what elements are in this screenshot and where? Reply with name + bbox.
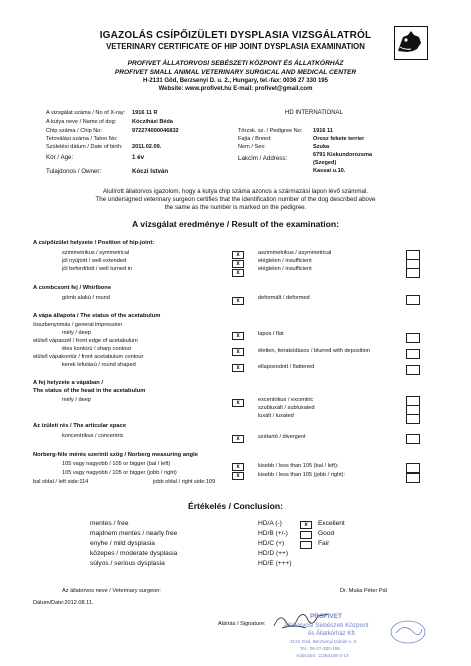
conclusion-label: közepes / moderate dysplasia xyxy=(90,550,178,557)
norberg-right-less-label: kisebb / less than 105 (jobb / right): xyxy=(258,472,346,478)
title-hungarian: IGAZOLÁS CSÍPŐIZÜLETI DYSPLASIA VIZSGÁLATRÓL xyxy=(99,30,372,41)
acet-flattened-label: ellaposodott / flattened xyxy=(258,364,315,370)
conclusion-code: HD/D (++) xyxy=(258,550,289,557)
head-deformed-checkbox[interactable] xyxy=(406,295,420,305)
acet-deep-label: mély / deep xyxy=(62,330,91,336)
space-divergent-label: szétartó / divergent xyxy=(258,434,306,440)
conclusion-result: Excellent xyxy=(318,520,345,527)
age-label: Kor / Age: xyxy=(46,154,74,161)
conclusion-label: súlyos / serious dysplasia xyxy=(90,560,165,567)
sex-value: Szuka xyxy=(313,144,330,150)
conclusion-result: Fair xyxy=(318,540,330,547)
femhead-luxated-label: luxált / luxated xyxy=(258,413,294,419)
head-deformed-label: deformált / deformed xyxy=(258,295,310,301)
space-divergent-checkbox[interactable] xyxy=(406,434,420,444)
femhead-deep-checkbox[interactable]: x xyxy=(232,399,244,407)
section-femoral-head-2: The status of the head in the acetabulum xyxy=(33,388,146,394)
signature-label: Aláírás / Signature: xyxy=(218,621,266,627)
section-acetabulum: A vápa állapota / The status of the acetabulum xyxy=(33,313,161,319)
profivet-logo xyxy=(394,26,428,60)
result-title: A vizsgálat eredménye / Result of the examination: xyxy=(132,219,339,229)
street-value: Kassai u.10. xyxy=(313,168,346,174)
hip-insufficient-checkbox-2[interactable] xyxy=(406,268,420,278)
address-value-region: (Szeged) xyxy=(313,160,337,166)
hip-extended-checkbox[interactable]: x xyxy=(232,260,244,268)
dog-name-label: A kutya neve / Name of dog: xyxy=(46,119,117,125)
chip-value: 972274000046832 xyxy=(132,128,179,134)
conclusion-label: mentes / free xyxy=(90,520,129,527)
tattoo-label: Tetoválási száma / Tatoo No: xyxy=(46,136,118,142)
pedigree-value: 1916 11 xyxy=(313,128,333,134)
conclusion-title: Értékelés / Conclusion: xyxy=(187,501,284,511)
org-english: PROFIVET SMALL ANIMAL VETERINARY SURGICAL AND MEDICAL CENTER xyxy=(114,69,357,76)
norberg-left-less-checkbox[interactable] xyxy=(406,463,420,473)
acet-blurred-label: életlen, feirakódásos / blurred with deposition xyxy=(258,348,370,354)
xray-label: A vizsgálat száma / No of X-ray: xyxy=(46,110,126,116)
norberg-left-label: 105 vagy nagyobb / 105 or bigger (bal / left) xyxy=(62,461,171,467)
space-concentric-label: koncentrikus / concentric xyxy=(62,433,124,439)
conclusion-code: HD/B (+/-) xyxy=(258,530,288,537)
acet-flat-label: lapos / flat xyxy=(258,331,284,337)
exam-date: Dátum/Date:2012.08.11. xyxy=(33,600,94,606)
acet-blurred-checkbox[interactable] xyxy=(406,349,420,359)
address-label: Lakcím / Address: xyxy=(238,155,288,162)
conclusion-result: Good xyxy=(318,530,335,537)
stamp-line-2: Állatorvosi Sebészeti Központ xyxy=(284,622,369,629)
conclusion-label: majdnem mentes / nearly free xyxy=(90,530,178,537)
acet-round-label: kerek lefutású / round shaped xyxy=(62,362,136,368)
conclusion-code: HD/E (+++) xyxy=(258,560,292,567)
norberg-right-value: jobb oldal / right side:109 xyxy=(153,479,216,485)
clinic-stamp xyxy=(250,611,470,666)
chip-label: Chip száma / Chip No: xyxy=(46,128,102,134)
femhead-deep-label: mély / deep xyxy=(62,397,91,403)
age-value: 1 év xyxy=(132,154,145,161)
section-whirlbone: A combcsont fej / Whirlbone xyxy=(33,285,112,291)
norberg-left-less-label: kisebb / less than 105 (bal / left): xyxy=(258,463,339,469)
statement-en-1: The undersigned veterinary surgeon certifies that the identification number of the dog described above xyxy=(95,196,376,203)
sex-label: Nem / Sex: xyxy=(238,144,266,150)
stamp-line-6: Adószám: 11284158-2-13 xyxy=(296,653,349,658)
birth-label: Születési dátum / Date of birth: xyxy=(46,144,123,150)
acet-front-edge-label: elülső vápaszél / front edge of acetabulum xyxy=(33,338,138,344)
owner-value: Kóczi István xyxy=(132,168,169,175)
hip-insufficient-label-2: elégtelen / insufficient xyxy=(258,266,312,272)
pedigree-label: Törzsk. sz. / Pedigree No: xyxy=(238,128,303,134)
hip-asymmetrical-label: aszimmetrikus / asymmetrical xyxy=(258,250,332,256)
stamp-line-3: és Állatkórház Kft. xyxy=(308,631,357,637)
norberg-right-less-checkbox[interactable] xyxy=(406,473,420,483)
section-norberg: Norberg-féle mérés szerinti szög / Norberg measuring angle xyxy=(33,452,198,458)
vet-label: Az állatorvos neve / Veterinary surgeon: xyxy=(62,588,161,594)
head-round-checkbox[interactable]: x xyxy=(232,297,244,305)
breed-label: Fajta / Breed: xyxy=(238,136,272,142)
conclusion-code: HD/C (+) xyxy=(258,540,285,547)
address-value-city: 6791 Kiskundorozsma xyxy=(313,152,373,158)
statement-hu: Alulírott állatorvos igazolom, hogy a kutya chip száma azonos a származási lapon lévő számmal. xyxy=(102,188,369,195)
hip-extended-label: jól nyújtott / well extended xyxy=(62,258,127,264)
title-english: VETERINARY CERTIFICATE OF HIP JOINT DYSPLASIA EXAMINATION xyxy=(106,42,365,51)
conclusion-code: HD/A (-) xyxy=(258,520,282,527)
stamp-scribble xyxy=(388,617,428,647)
norberg-right-label: 105 vagy nagyobb / 105 or bigger (jobb / right) xyxy=(62,470,177,476)
org-website: Website: www.profivet.hu E-mail: profivet@gmail.com xyxy=(158,86,313,92)
acet-sharp-label: éles kontúrú / sharp contour xyxy=(62,346,132,352)
femhead-excentric-label: excentrikus / excentric xyxy=(258,397,314,403)
section-articular-space: Az ízületi rés / The articular space xyxy=(33,423,127,429)
femhead-subluxated-label: szubluxált / subluxated xyxy=(258,405,315,411)
acet-flattened-checkbox[interactable] xyxy=(406,365,420,375)
conclusion-checkbox[interactable]: x xyxy=(300,521,312,529)
birth-value: 2011.02.09. xyxy=(132,144,162,150)
acet-flat-checkbox[interactable] xyxy=(406,333,420,343)
hip-symmetrical-label: szimmetrikus / symmetrical xyxy=(62,250,130,256)
breed-value: Orosz fekete terrier xyxy=(313,136,365,142)
section-femoral-head-1: A fej helyzete a vápában / xyxy=(33,380,104,386)
norberg-left-value: bal oldal / left side:114 xyxy=(33,479,89,485)
statement-en-2: the same as the number is marked on the pedigree. xyxy=(164,204,307,211)
stamp-line-5: Tel.: 06-27-330-195 xyxy=(300,646,340,651)
acet-contour-label: elülső vápakontúr / front acetabulum contour xyxy=(33,354,144,360)
conclusion-checkbox[interactable] xyxy=(300,531,312,539)
norberg-right-checkbox[interactable]: x xyxy=(232,472,244,480)
femhead-luxated-checkbox[interactable] xyxy=(406,414,420,424)
head-round-label: gömb alakú / round xyxy=(62,295,110,301)
hip-turned-label: jól befordított / well turned in xyxy=(62,266,132,272)
conclusion-label: enyhe / mild dysplasia xyxy=(90,540,155,547)
acet-round-checkbox[interactable]: x xyxy=(232,364,244,372)
hip-turned-checkbox[interactable]: x xyxy=(232,269,244,277)
acet-deep-checkbox[interactable]: x xyxy=(232,332,244,340)
xray-value: 1916 11 R xyxy=(132,110,158,116)
vet-name: Dr. Muka Péter Pál xyxy=(340,588,387,594)
conclusion-checkbox[interactable] xyxy=(300,541,312,549)
stamp-line-4: 2131 Göd, Berzsenyi Dániel u. 2. xyxy=(290,639,358,644)
stamp-line-1: PROFIVET xyxy=(310,613,342,620)
owner-label: Tulajdonos / Owner: xyxy=(46,168,102,175)
org-address: H-2131 Göd, Berzsenyi D. u. 2., Hungary, tel.-fax: 0036 27 330 195 xyxy=(143,78,328,84)
section-hip-position: A csípőízület helyzete / Position of hip-joint: xyxy=(33,240,155,246)
dog-name-value: Kócziházi Béda xyxy=(132,119,174,125)
acet-sharp-checkbox[interactable]: x xyxy=(232,348,244,356)
org-hungarian: PROFIVET ÁLLATORVOSI SEBÉSZETI KÖZPONT ÉS ÁLLATKÓRHÁZ xyxy=(127,60,344,67)
hip-symmetrical-checkbox[interactable]: x xyxy=(232,251,244,259)
norberg-left-checkbox[interactable]: x xyxy=(232,463,244,471)
space-concentric-checkbox[interactable]: x xyxy=(232,435,244,443)
acet-general-label: összbenyomás / general impression xyxy=(33,322,123,328)
hip-insufficient-label-1: elégtelen / insufficient xyxy=(258,258,312,264)
hd-international: HD INTERNATIONAL xyxy=(285,110,343,116)
